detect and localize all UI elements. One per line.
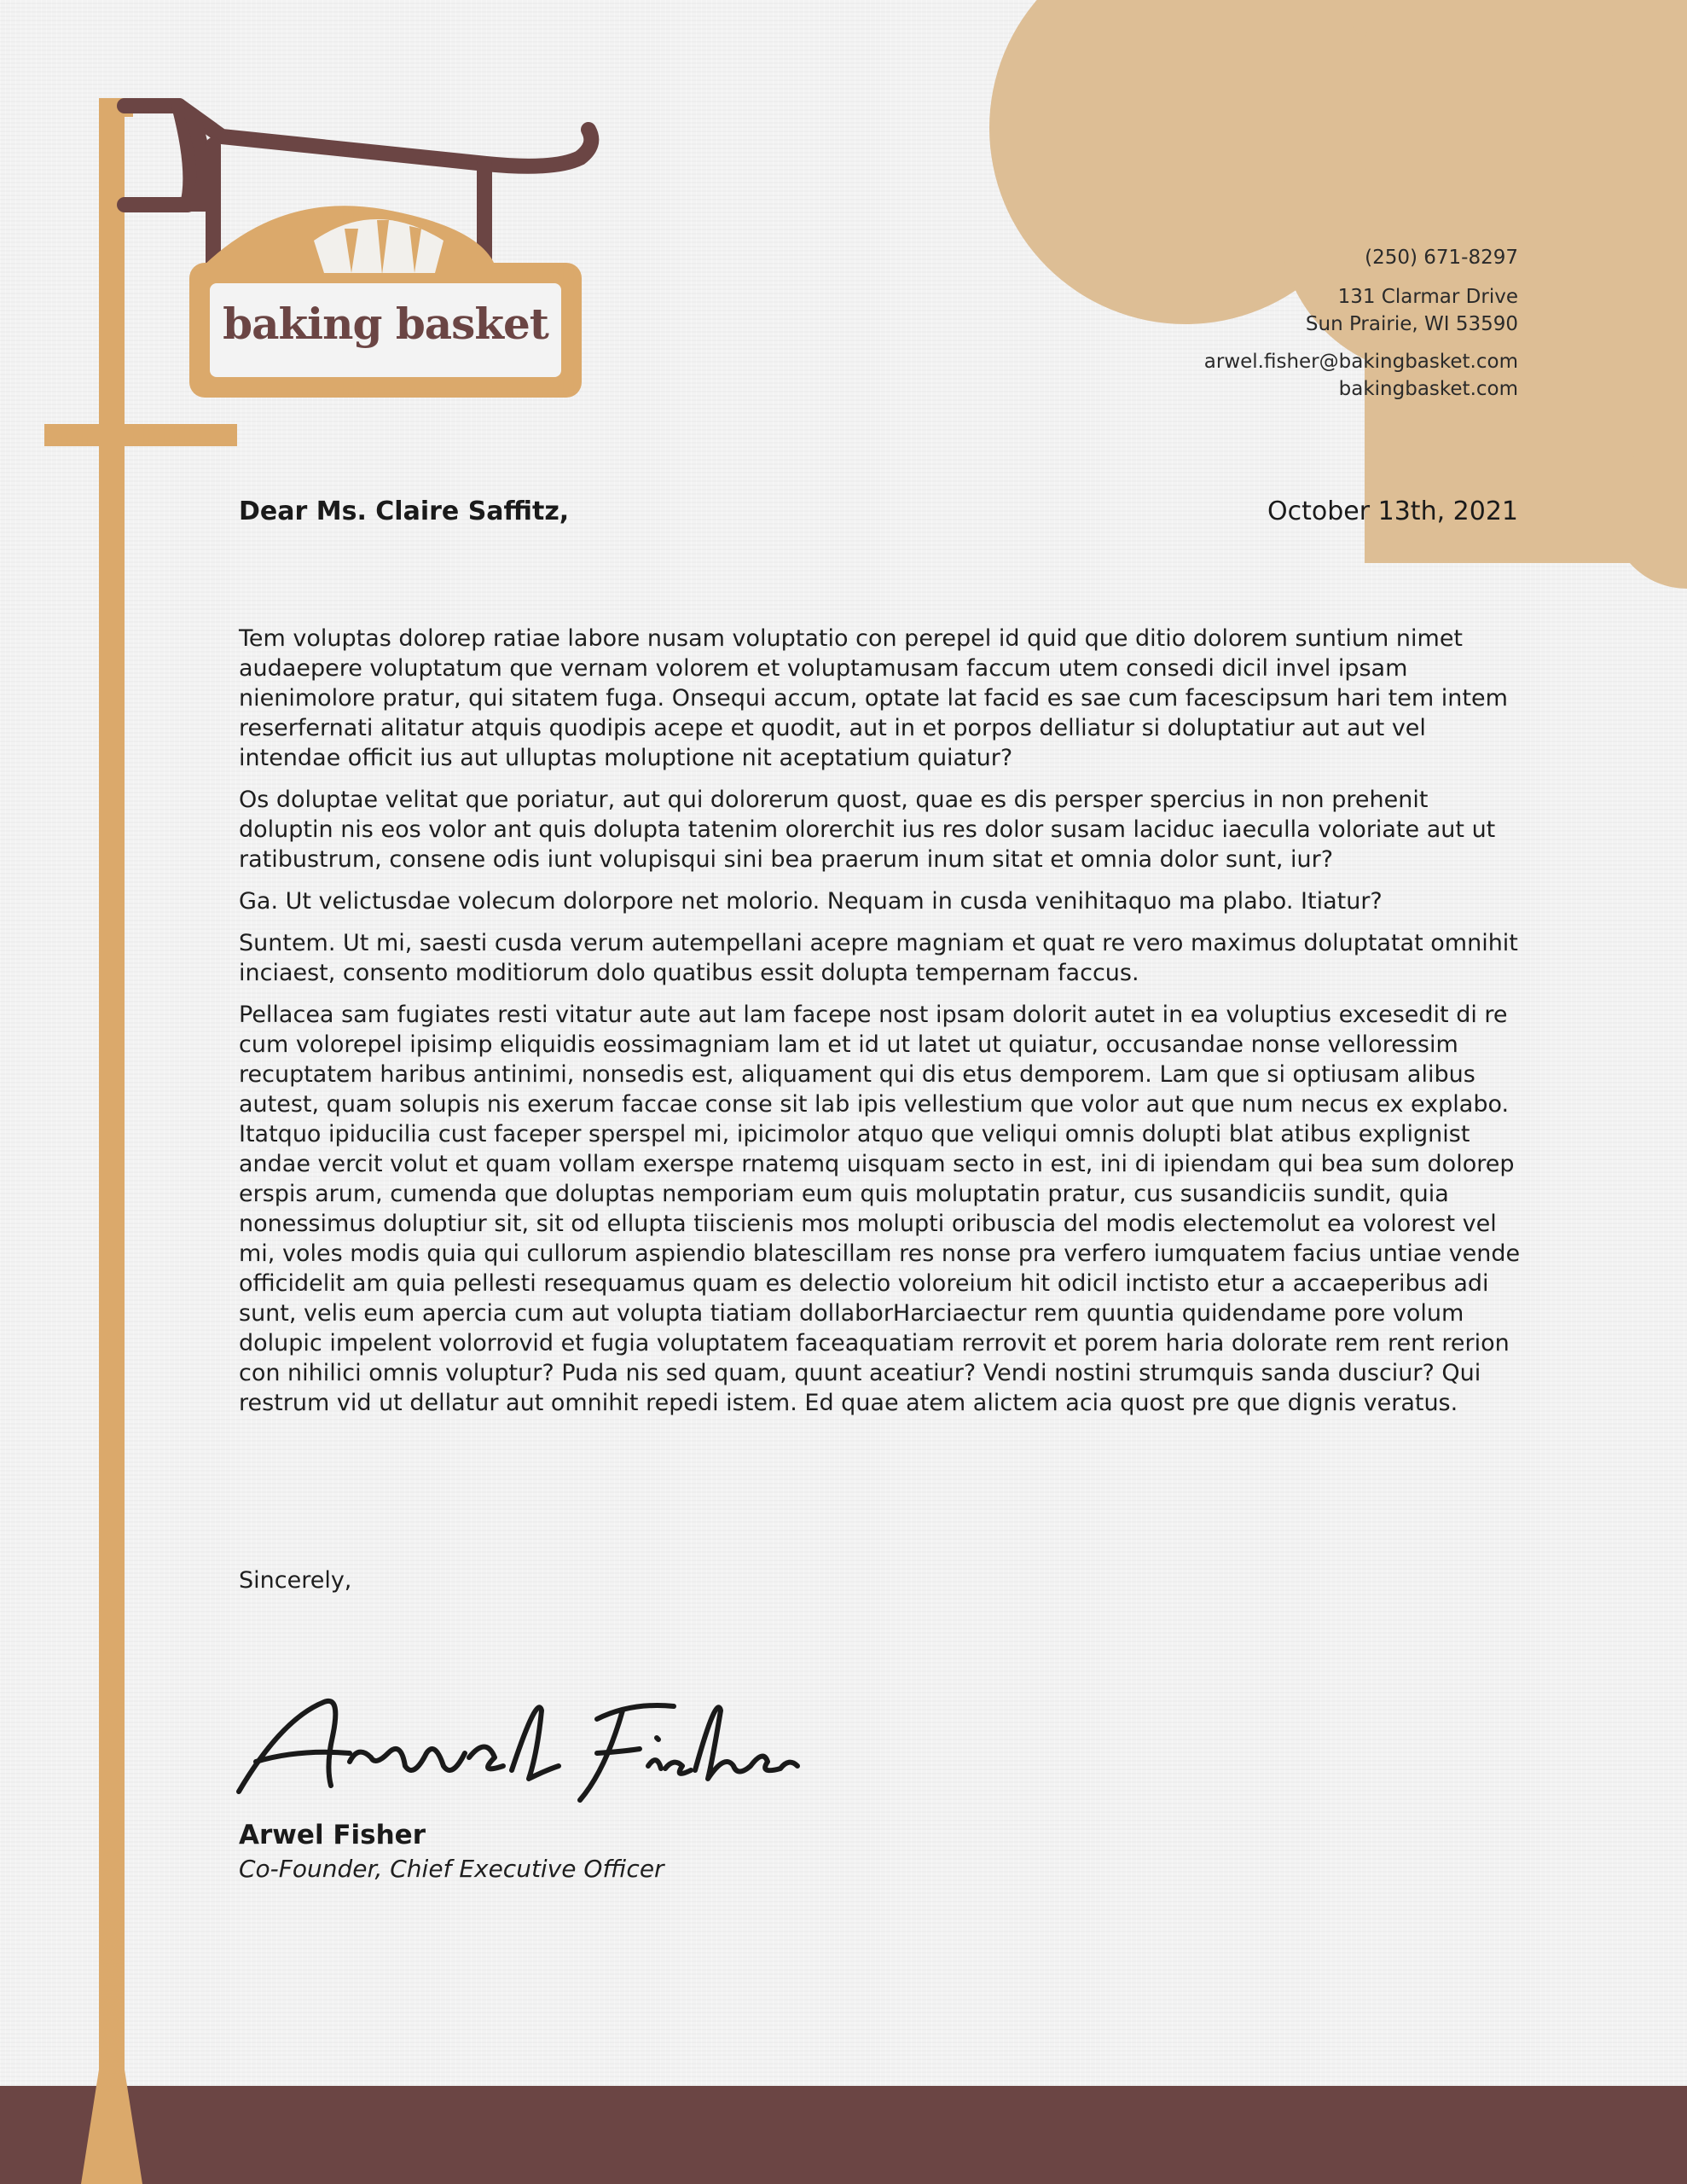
body-paragraph-4: Suntem. Ut mi, saesti cusda verum autempellani acepre magniam et quat re vero maximus doluptatat omnihit inciaest, consento moditiorum dolo quatibus essit dolupta tempernam faccus. — [239, 930, 1518, 986]
letter-body — [239, 624, 1527, 1430]
body-paragraph-1: Tem voluptas dolorep ratiae labore nusam voluptatio con perepel id quid que ditio dolorem suntium nimet audaepere voluptatum que vernam volorem et voluptamusam faccum utem consedi dicil invel ipsam nienimolore pratur, qui sitatem fuga. Onsequi accum, optate lat facid es sae cum facescipsum hari tem intem reserfernati alitatur atquis quodipis acepe et quodit, aut in et porpos delliatur si doluptatiur aut aut vel intendae officit ius aut ulluptas moluptione nit aceptatium quiatur? — [239, 625, 1508, 771]
body-paragraph-5: Pellacea sam fugiates resti vitatur aute aut lam facepe nost ipsam dolorit autet in ea voluptius excesedit di re cum volorepel ipisimp eliquidis eossimagniam lam et id ut latet ut quiatur, occusandae nonse velloressim recuptatem haribus antinimi, nonsedis est, aliquament qui dis etus demporem. Lam que si optiusam alibus autest, quam solupis nis exerum faccae conse sit lab ipis vellestium que volor aut que num necus ex explabo. Itatquo ipiducilia cust faceper sperspel mi, ipicimolor atquo que veliqui omnis dolupti blat atibus explignist andae vercit volut et quam vollam exerspe rnatemq uisquam secto in est, ini di ipiendam qui bea sum dolorep erspis arum, cumenda que doluptas nemporiam eum quis moluptatin pratur, cus susandiciis sundit, quia nonessimus doluptiur sit, sit od ellupta tiiscienis mos molupti oribuscia del modis electemolut ea volorest vel mi, voles modis quia qui cullorum aspiendio blatescillam res nonse pra verfero iumquatem facius untiae vende officidelit am quia pellesti resequamus quam es delectio voloreium hit odicil inctisto etur a accaeperibus adi sunt, velis eum apercia cum aut volupta tiatiam dollaborHarciaectur rem quuntia quidendame pore volum dolupic impelent volorrovid et fugia voluptatem faceaquatiam rerrovit et porem haria dolorate rem rent rerion con nihilici omnis voluptur? Puda nis sed quam, quunt aceatiur? Vendi nostini strumquis sanda dusciur? Qui restrum vid ut dellatur aut omnihit repedi istem. Ed quae atem alictem acia quost pre que dignis veratus. — [239, 1002, 1521, 1416]
greeting: Dear Ms. Claire Saffitz, — [239, 497, 570, 526]
address-line-1: 131 Clarmar Drive — [1337, 286, 1518, 308]
body-paragraph-2: Os doluptae velitat que poriatur, aut qui dolorerum quost, quae es dis persper spercius in non prehenit doluptin nis eos volor ant quis dolupta tatenim olorerchit ius res dolor susam laciduc iaeculla voloriate aut ut ratibustrum, consene odis iunt volupisqui sini bea praerum inum sitat et omnia dolor sunt, iur? — [239, 787, 1496, 873]
footer-band — [0, 2086, 1687, 2184]
handwritten-signature — [230, 1685, 802, 1804]
contact-online — [1204, 348, 1518, 403]
signatory-name: Arwel Fisher — [239, 1820, 426, 1850]
signatory-title: Co-Founder, Chief Executive Officer — [239, 1855, 664, 1883]
contact-phone: (250) 671-8297 — [1365, 247, 1518, 269]
contact-address — [1306, 283, 1518, 338]
address-line-2: Sun Prairie, WI 53590 — [1305, 313, 1518, 335]
letter-date: October 13th, 2021 — [1267, 497, 1518, 526]
closing: Sincerely, — [239, 1567, 352, 1594]
contact-email[interactable]: arwel.fisher@bakingbasket.com — [1203, 351, 1518, 373]
logo-text: baking basket — [223, 299, 548, 349]
body-paragraph-3: Ga. Ut velictusdae volecum dolorpore net molorio. Nequam in cusda venihitaquo ma plabo. Itiatur? — [239, 888, 1383, 915]
contact-website[interactable]: bakingbasket.com — [1338, 378, 1518, 400]
